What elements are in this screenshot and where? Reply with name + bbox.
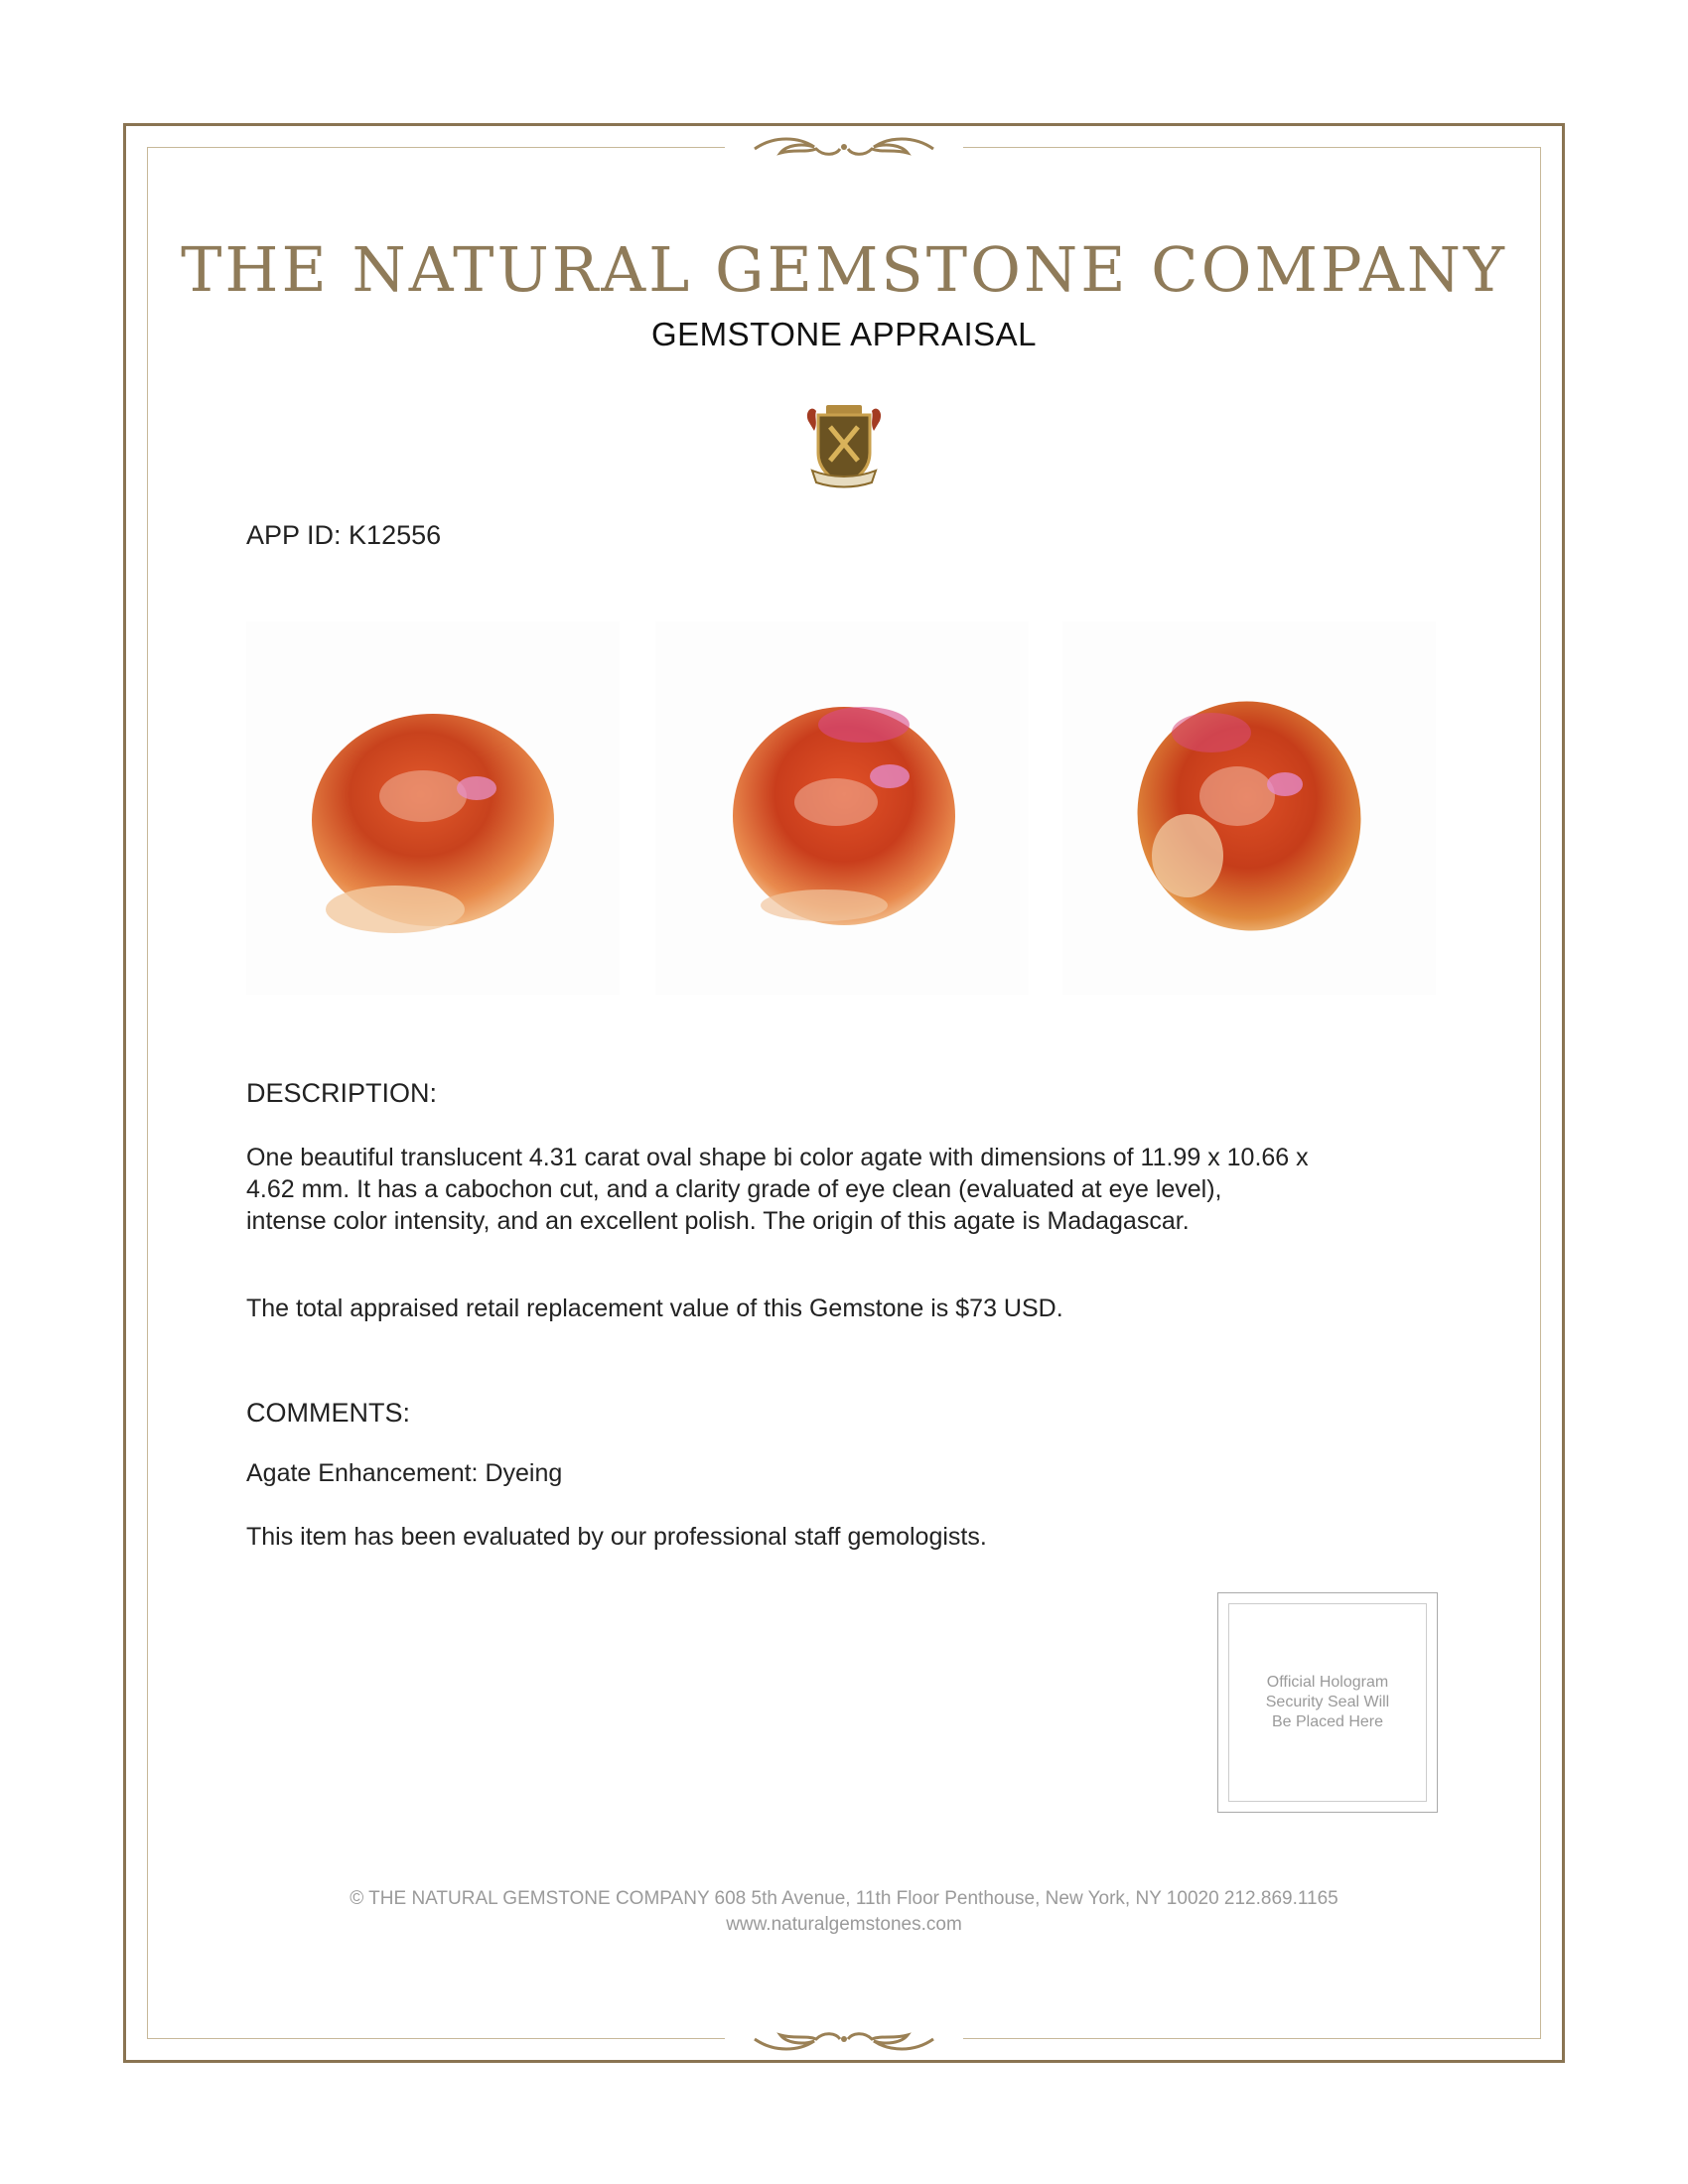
seal-text (1248, 1673, 1407, 1732)
enhancement-note: Agate Enhancement: Dyeing (246, 1459, 563, 1487)
description-heading: DESCRIPTION: (246, 1078, 438, 1108)
comments-heading: COMMENTS: (246, 1398, 410, 1428)
app-id: APP ID: K12556 (246, 520, 442, 550)
bottom-ornament-icon (725, 2019, 963, 2059)
company-name: THE NATURAL GEMSTONE COMPANY (181, 233, 1507, 306)
evaluation-note: This item has been evaluated by our professional staff gemologists. (246, 1523, 987, 1551)
document-title: GEMSTONE APPRAISAL (650, 316, 1038, 352)
footer-website[interactable]: www.naturalgemstones.com (726, 1914, 962, 1935)
description-line: intense color intensity, and an excellent polish. The origin of this agate is Madagascar. (246, 1207, 1190, 1235)
gem-photo-3 (1062, 621, 1436, 995)
hologram-seal-placeholder (1217, 1592, 1438, 1813)
seal-inner-border (1228, 1603, 1427, 1802)
seal-line: Official Hologram (1266, 1674, 1389, 1691)
value-statement: The total appraised retail replacement value of this Gemstone is $73 USD. (246, 1295, 1063, 1322)
gem-photo-1 (246, 621, 620, 995)
description-line: 4.62 mm. It has a cabochon cut, and a clarity grade of eye clean (evaluated at eye level), (246, 1175, 1222, 1203)
footer-address: © THE NATURAL GEMSTONE COMPANY 608 5th Avenue, 11th Floor Penthouse, New York, NY 10020 212.869.1165 (350, 1888, 1338, 1909)
top-ornament-icon (725, 127, 963, 167)
description-text (246, 1142, 1468, 1237)
seal-line: Be Placed Here (1271, 1713, 1384, 1730)
description-line: One beautiful translucent 4.31 carat oval shape bi color agate with dimensions of 11.99 x 10.66 x (246, 1144, 1309, 1171)
crest-icon (802, 401, 886, 492)
seal-line: Security Seal Will (1265, 1694, 1390, 1710)
gem-photo-2 (655, 621, 1029, 995)
